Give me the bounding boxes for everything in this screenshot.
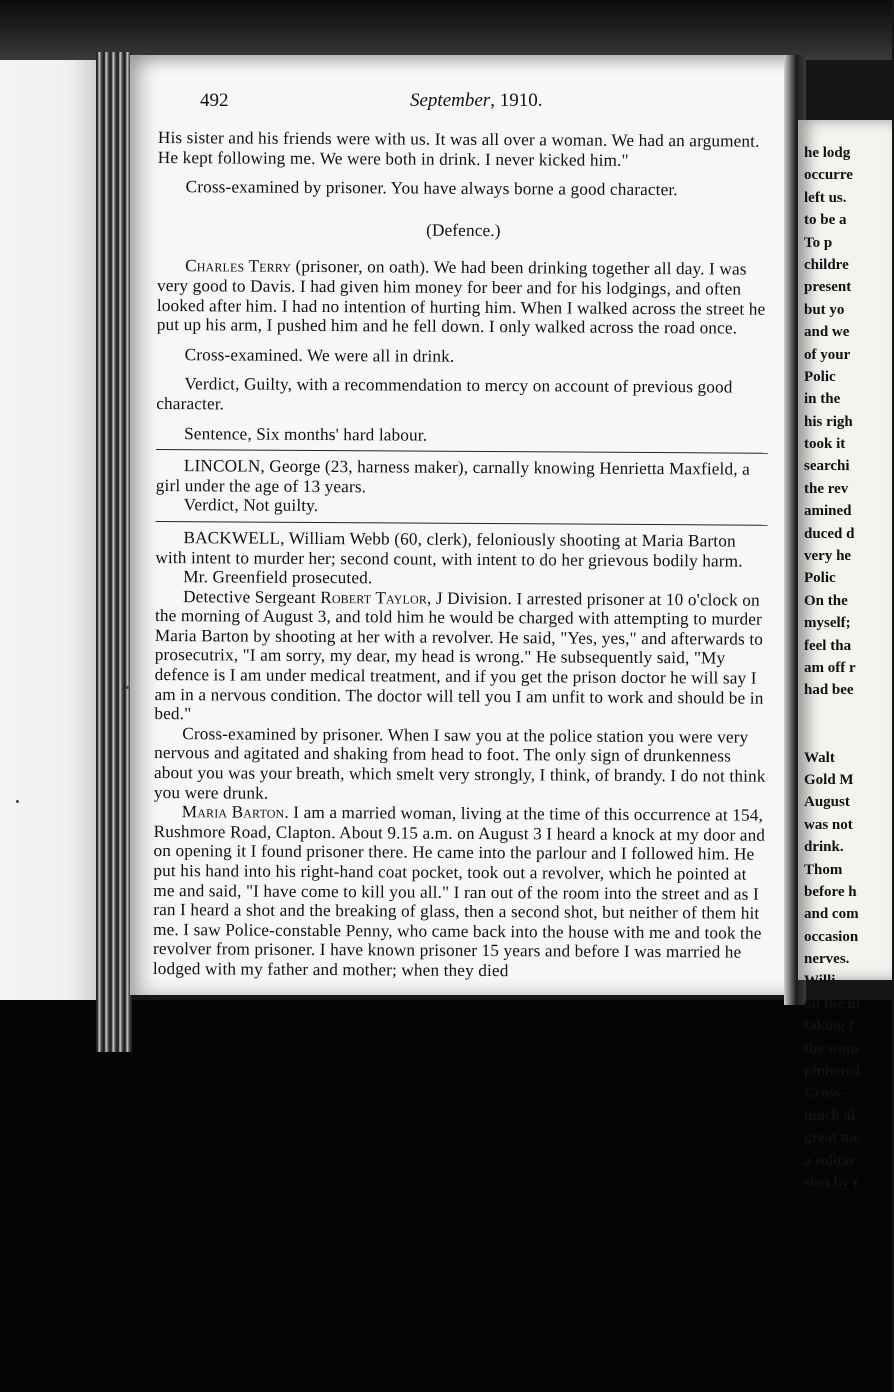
page-number: 492 (200, 90, 229, 111)
facing-page-line: To p (804, 234, 833, 251)
facing-page-line: myself; (804, 615, 851, 632)
facing-page-line (804, 724, 894, 746)
verdict-line: Verdict, Not guilty. (183, 495, 319, 516)
facing-page-line: Thom (804, 861, 843, 878)
scan-top-shadow (0, 0, 892, 60)
facing-page-line: on the m (804, 995, 860, 1012)
facing-page-line: great me (804, 1130, 860, 1147)
facing-page-line: Polic (804, 570, 836, 587)
facing-page-line: left us. (804, 189, 847, 206)
facing-page-line: had bee (804, 682, 854, 699)
facing-page-line: a solitar (804, 1152, 857, 1169)
facing-page-line: childre (804, 256, 849, 273)
facing-page-line: searchi (804, 458, 850, 475)
facing-page-text (804, 142, 894, 1194)
paragraph: Charles Terry (prisoner, on oath). We had been drinking together all day. I was very good to Davis. I had given him money for beer and for his lodgings, and often looked after him. I had no intention of hurting him. When I walked across the street he put up his arm, I pushed him and he fell down. I only walked across the road once. (156, 256, 766, 338)
facing-page-line: Cross- (804, 1085, 846, 1102)
witness-name: Maria Barton (181, 802, 285, 823)
facing-page-line: but yo (804, 301, 845, 318)
scan-bottom-shadow (0, 1000, 892, 1392)
running-title: September, 1910. (410, 90, 543, 111)
facing-page-line: On the (804, 592, 848, 609)
facing-page-line: Willi (804, 973, 836, 990)
sentence-line: Sentence, Six months' hard labour. (184, 423, 428, 445)
facing-page-line: of your (804, 346, 851, 363)
paragraph: Detective Sergeant Robert Taylor, J Division. I arrested prisoner at 10 o'clock on the morning of August 3, and told him he would be charged with attempting to murder Maria Barton by shooting at her with a revolver. He said, "Yes, yes," and afterwards to prosecutrix, "I am sorry, my dear, my head is wrong." He subsequently said, "My defence is I am under medical treatment, and if you get the prison doctor he will say I am in a nervous condition. The doctor will tell you I am unfit to work and should be in bed." (154, 586, 764, 724)
paragraph: Cross-examined. We were all in drink. (184, 344, 455, 366)
paragraph: His sister and his friends were with us. It was all over a woman. We had an argument. He kept following me. We were both in drink. I never kicked him." (157, 128, 760, 170)
facing-page-line: occasion (804, 928, 859, 945)
facing-page-line: his righ (804, 413, 853, 430)
witness-name: Charles Terry (185, 256, 292, 277)
section-heading: (Defence.) (426, 220, 501, 240)
facing-page-line: took it (804, 436, 846, 453)
paragraph: Cross-examined by prisoner. When I saw you at the police station you were very nervous and agitated and shaking from head to foot. The only sign of drunkenness about you was your breath, which smelt very strongly, I think, of brandy. I do not think you were drunk. (153, 724, 766, 803)
facing-page (798, 120, 892, 1191)
case-heading: LINCOLN, George (23, harness maker), carnally knowing Henrietta Maxfield, a girl under the age of 13 years. (155, 456, 750, 496)
facing-page-line: Walt (804, 749, 835, 766)
facing-page-line: very he (804, 548, 852, 565)
facing-page-line: he lodg (804, 145, 851, 161)
case-heading: BACKWELL, William Webb (60, clerk), feloniously shooting at Maria Barton with intent to murder her; second count, with intent to do her grievous bodily harm. (155, 528, 743, 571)
page-header (200, 90, 760, 120)
facing-page-line: occurre (804, 167, 853, 184)
facing-page-line: pinioned (804, 1063, 860, 1080)
facing-page-line: Gold M (804, 771, 854, 788)
facing-page-line: in the (804, 391, 841, 408)
facing-page-line: and we (804, 324, 850, 341)
book-binding (96, 52, 132, 1052)
facing-page-line: Polic (804, 368, 836, 385)
paragraph: Cross-examined by prisoner. You have always borne a good character. (185, 177, 678, 200)
facing-page-line: drink. (804, 839, 844, 856)
facing-page-line: much al (804, 1107, 856, 1124)
facing-page-line: before h (804, 883, 857, 900)
facing-page-line: and com (804, 906, 859, 923)
facing-page-line: August (804, 794, 850, 811)
facing-page-line: present (804, 279, 852, 296)
case-divider (156, 521, 768, 526)
facing-page-line: feel tha (804, 637, 852, 654)
facing-page-line: duced d (804, 525, 855, 542)
facing-page-line: taking t (804, 1018, 854, 1035)
facing-page-line: to be a (804, 212, 847, 229)
facing-page-line: was not (804, 816, 853, 833)
scan-speck (16, 800, 19, 803)
paragraph: Maria Barton. I am a married woman, living at the time of this occurrence at 154, Rushmore Road, Clapton. About 9.15 a.m. on August 3 I heard a knock at my door and on opening it I found prisoner there. He came into the parlour and I followed him. He put his hand into his right-hand coat pocket, took out a revolver, which he pointed at me and said, "I have come to kill you all." I ran out of the room into the street and as I ran I heard a shot and the breaking of glass, then a second shot, but neither of them hit me. I saw Police-constable Penny, who came back into the house with me and took the revolver from prisoner. I have known prisoner 15 years and before I was married he lodged with my father and mother; when they died (152, 802, 766, 981)
witness-name: Robert Taylor (320, 587, 428, 608)
facing-page-line (804, 702, 894, 724)
facing-page-line: the rev (804, 480, 849, 497)
facing-page-line: sion by t (804, 1174, 859, 1191)
facing-page-line: nerves. (804, 951, 850, 968)
scan-speck (126, 686, 129, 689)
page-body (153, 128, 770, 982)
facing-page-line: the wom (804, 1040, 859, 1057)
case-divider (156, 449, 768, 454)
facing-page-line: amined (804, 503, 852, 520)
paragraph: Mr. Greenfield prosecuted. (183, 567, 373, 588)
facing-page-line: am off r (804, 659, 856, 676)
paragraph: Verdict, Guilty, with a recommendation to mercy on account of previous good character. (156, 374, 733, 414)
